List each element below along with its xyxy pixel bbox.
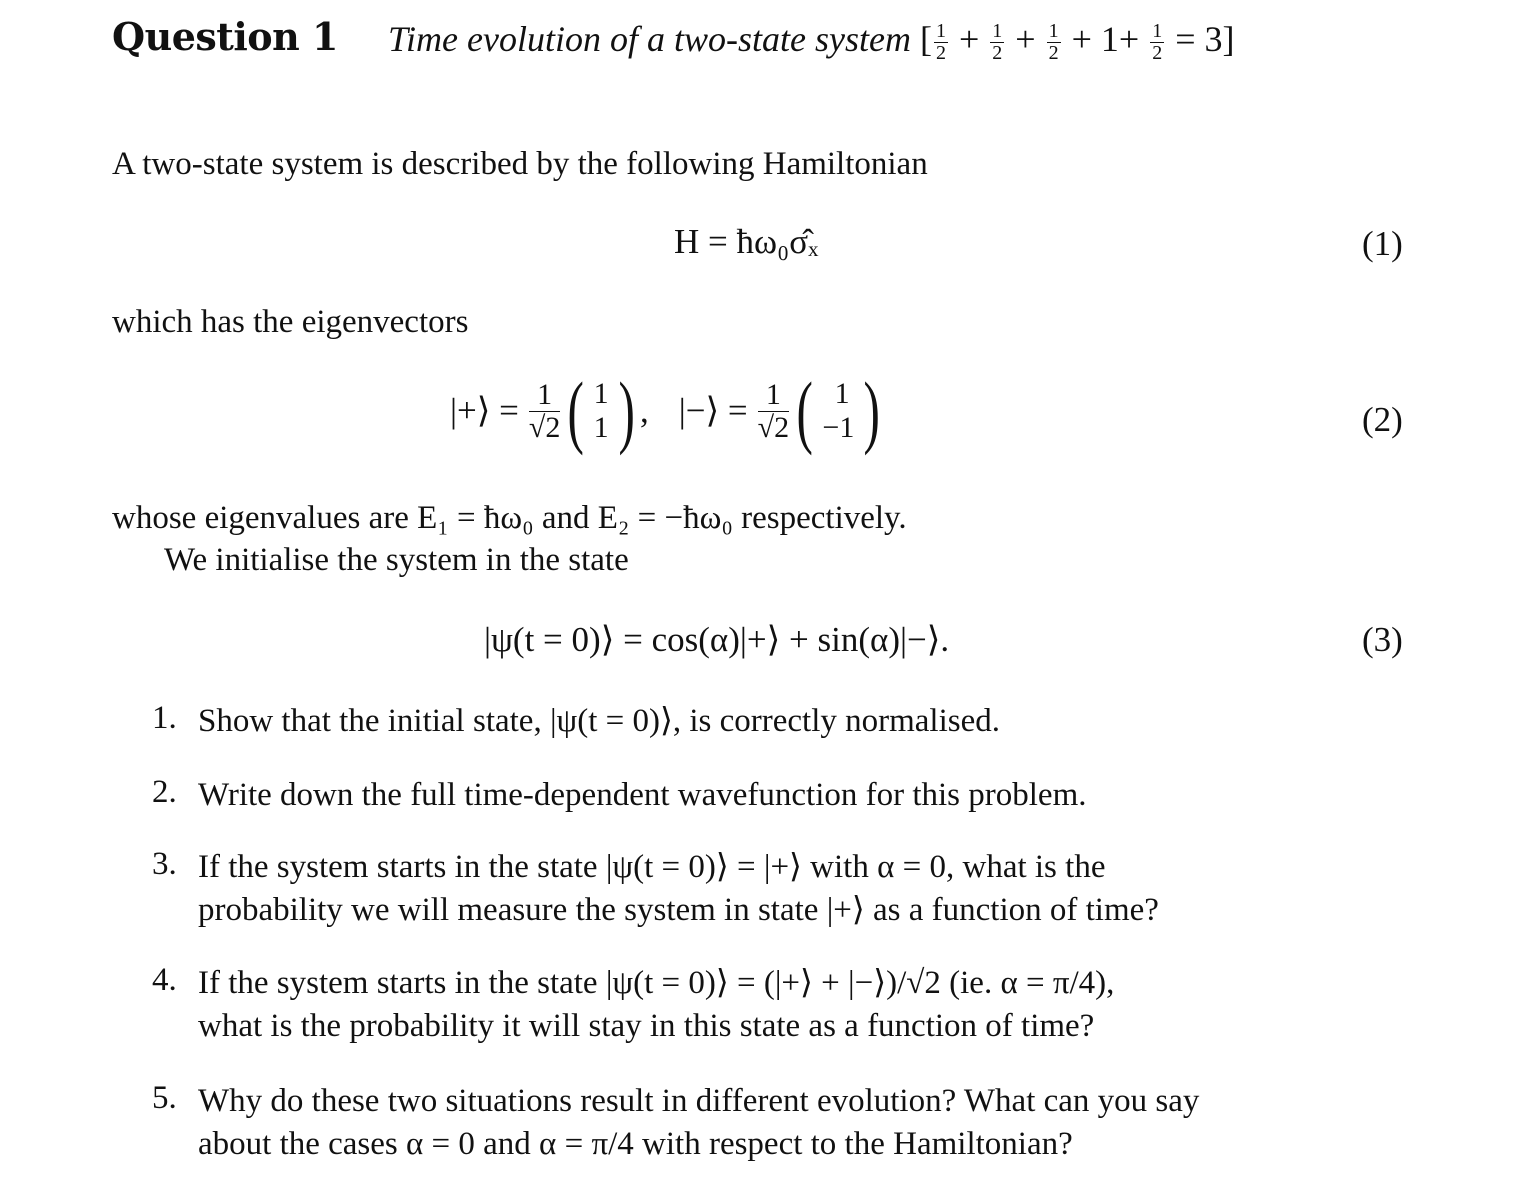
list-item-4-line-2: what is the probability it will stay in this state as a function of time? — [198, 1008, 1095, 1044]
equation-number-2: (2) — [1362, 400, 1403, 439]
mark-frac-5: $\frac{1}{2}$ — [1152, 20, 1163, 65]
equation-3: |ψ(t = 0)⟩ = cos(α)|+⟩ + sin(α)|−⟩. — [484, 620, 950, 659]
inv-sqrt2-frac: $\frac{1}{√2}$ — [528, 378, 561, 444]
marks-breakdown: [ $\frac{1}{2}$ + $\frac{1}{2}$ + $\frac{1}{2}$ + 1+ $\frac{1}{2}$ = 3] — [919, 19, 1235, 65]
question-title-text: Time evolution of a two-state system — [388, 19, 911, 59]
list-item-3: 3. If the system starts in the state |ψ(t = 0)⟩ = |+⟩ with α = 0, what is the probability we will measure the system in state |+⟩ as a function of time? — [152, 846, 1406, 932]
equation-number-1: (1) — [1362, 224, 1403, 263]
list-item-2: 2. Write down the full time-dependent wavefunction for this problem. — [152, 774, 1406, 817]
mark-frac-2: $\frac{1}{2}$ — [992, 20, 1003, 65]
list-item-2-line-1: Write down the full time-dependent wavefunction for this problem. — [198, 777, 1087, 813]
intro-line-4: We initialise the system in the state — [164, 542, 629, 578]
mark-frac-1: $\frac{1}{2}$ — [935, 20, 946, 65]
list-item-4-line-1: If the system starts in the state |ψ(t = 0)⟩ = (|+⟩ + |−⟩)/√2 (ie. α = π/4), — [198, 965, 1115, 1001]
vector-plus: 1 1 — [593, 376, 609, 444]
list-item-4: 4. If the system starts in the state |ψ(t = 0)⟩ = (|+⟩ + |−⟩)/√2 (ie. α = π/4), what is the probability it will stay in this state as a function of time? — [152, 962, 1406, 1048]
intro-line-1: A two-state system is described by the following Hamiltonian — [112, 146, 928, 182]
list-item-1: 1. Show that the initial state, |ψ(t = 0)⟩, is correctly normalised. — [152, 700, 1406, 743]
equation-2: |+⟩ = $\frac{1}{√2}$ ( 1 1 ) , |−⟩ = $\frac{1}{√2}$ ( 1 −1 ) — [450, 365, 881, 456]
inv-sqrt2-frac-2: $\frac{1}{√2}$ — [757, 378, 790, 444]
question-label: Question 1 — [112, 14, 338, 59]
question-title — [388, 18, 1235, 64]
list-item-5: 5. Why do these two situations result in different evolution? What can you say about the cases α = 0 and α = π/4 with respect to the Hamiltonian? — [152, 1080, 1406, 1166]
list-item-5-line-2: about the cases α = 0 and α = π/4 with respect to the Hamiltonian? — [198, 1126, 1073, 1162]
mark-term-4: 1 — [1100, 19, 1119, 59]
list-item-3-line-2: probability we will measure the system in state |+⟩ as a function of time? — [198, 892, 1159, 928]
mark-frac-3: $\frac{1}{2}$ — [1048, 20, 1059, 65]
equation-number-3: (3) — [1362, 620, 1403, 659]
intro-line-3: whose eigenvalues are E₁ = ħω₀ and E₂ = −ħω₀ respectively. — [112, 500, 907, 536]
ket-plus-label: |+⟩ = — [450, 391, 519, 430]
list-item-5-line-1: Why do these two situations result in different evolution? What can you say — [198, 1083, 1200, 1119]
equation-1: H = ħω₀σ̂ₓ — [674, 222, 819, 261]
ket-minus-label: |−⟩ = — [678, 391, 748, 430]
list-item-1-line-1: Show that the initial state, |ψ(t = 0)⟩, is correctly normalised. — [198, 703, 1000, 739]
intro-line-2: which has the eigenvectors — [112, 304, 469, 340]
list-item-3-line-1: If the system starts in the state |ψ(t = 0)⟩ = |+⟩ with α = 0, what is the — [198, 849, 1106, 885]
vector-minus: 1 −1 — [822, 376, 855, 444]
